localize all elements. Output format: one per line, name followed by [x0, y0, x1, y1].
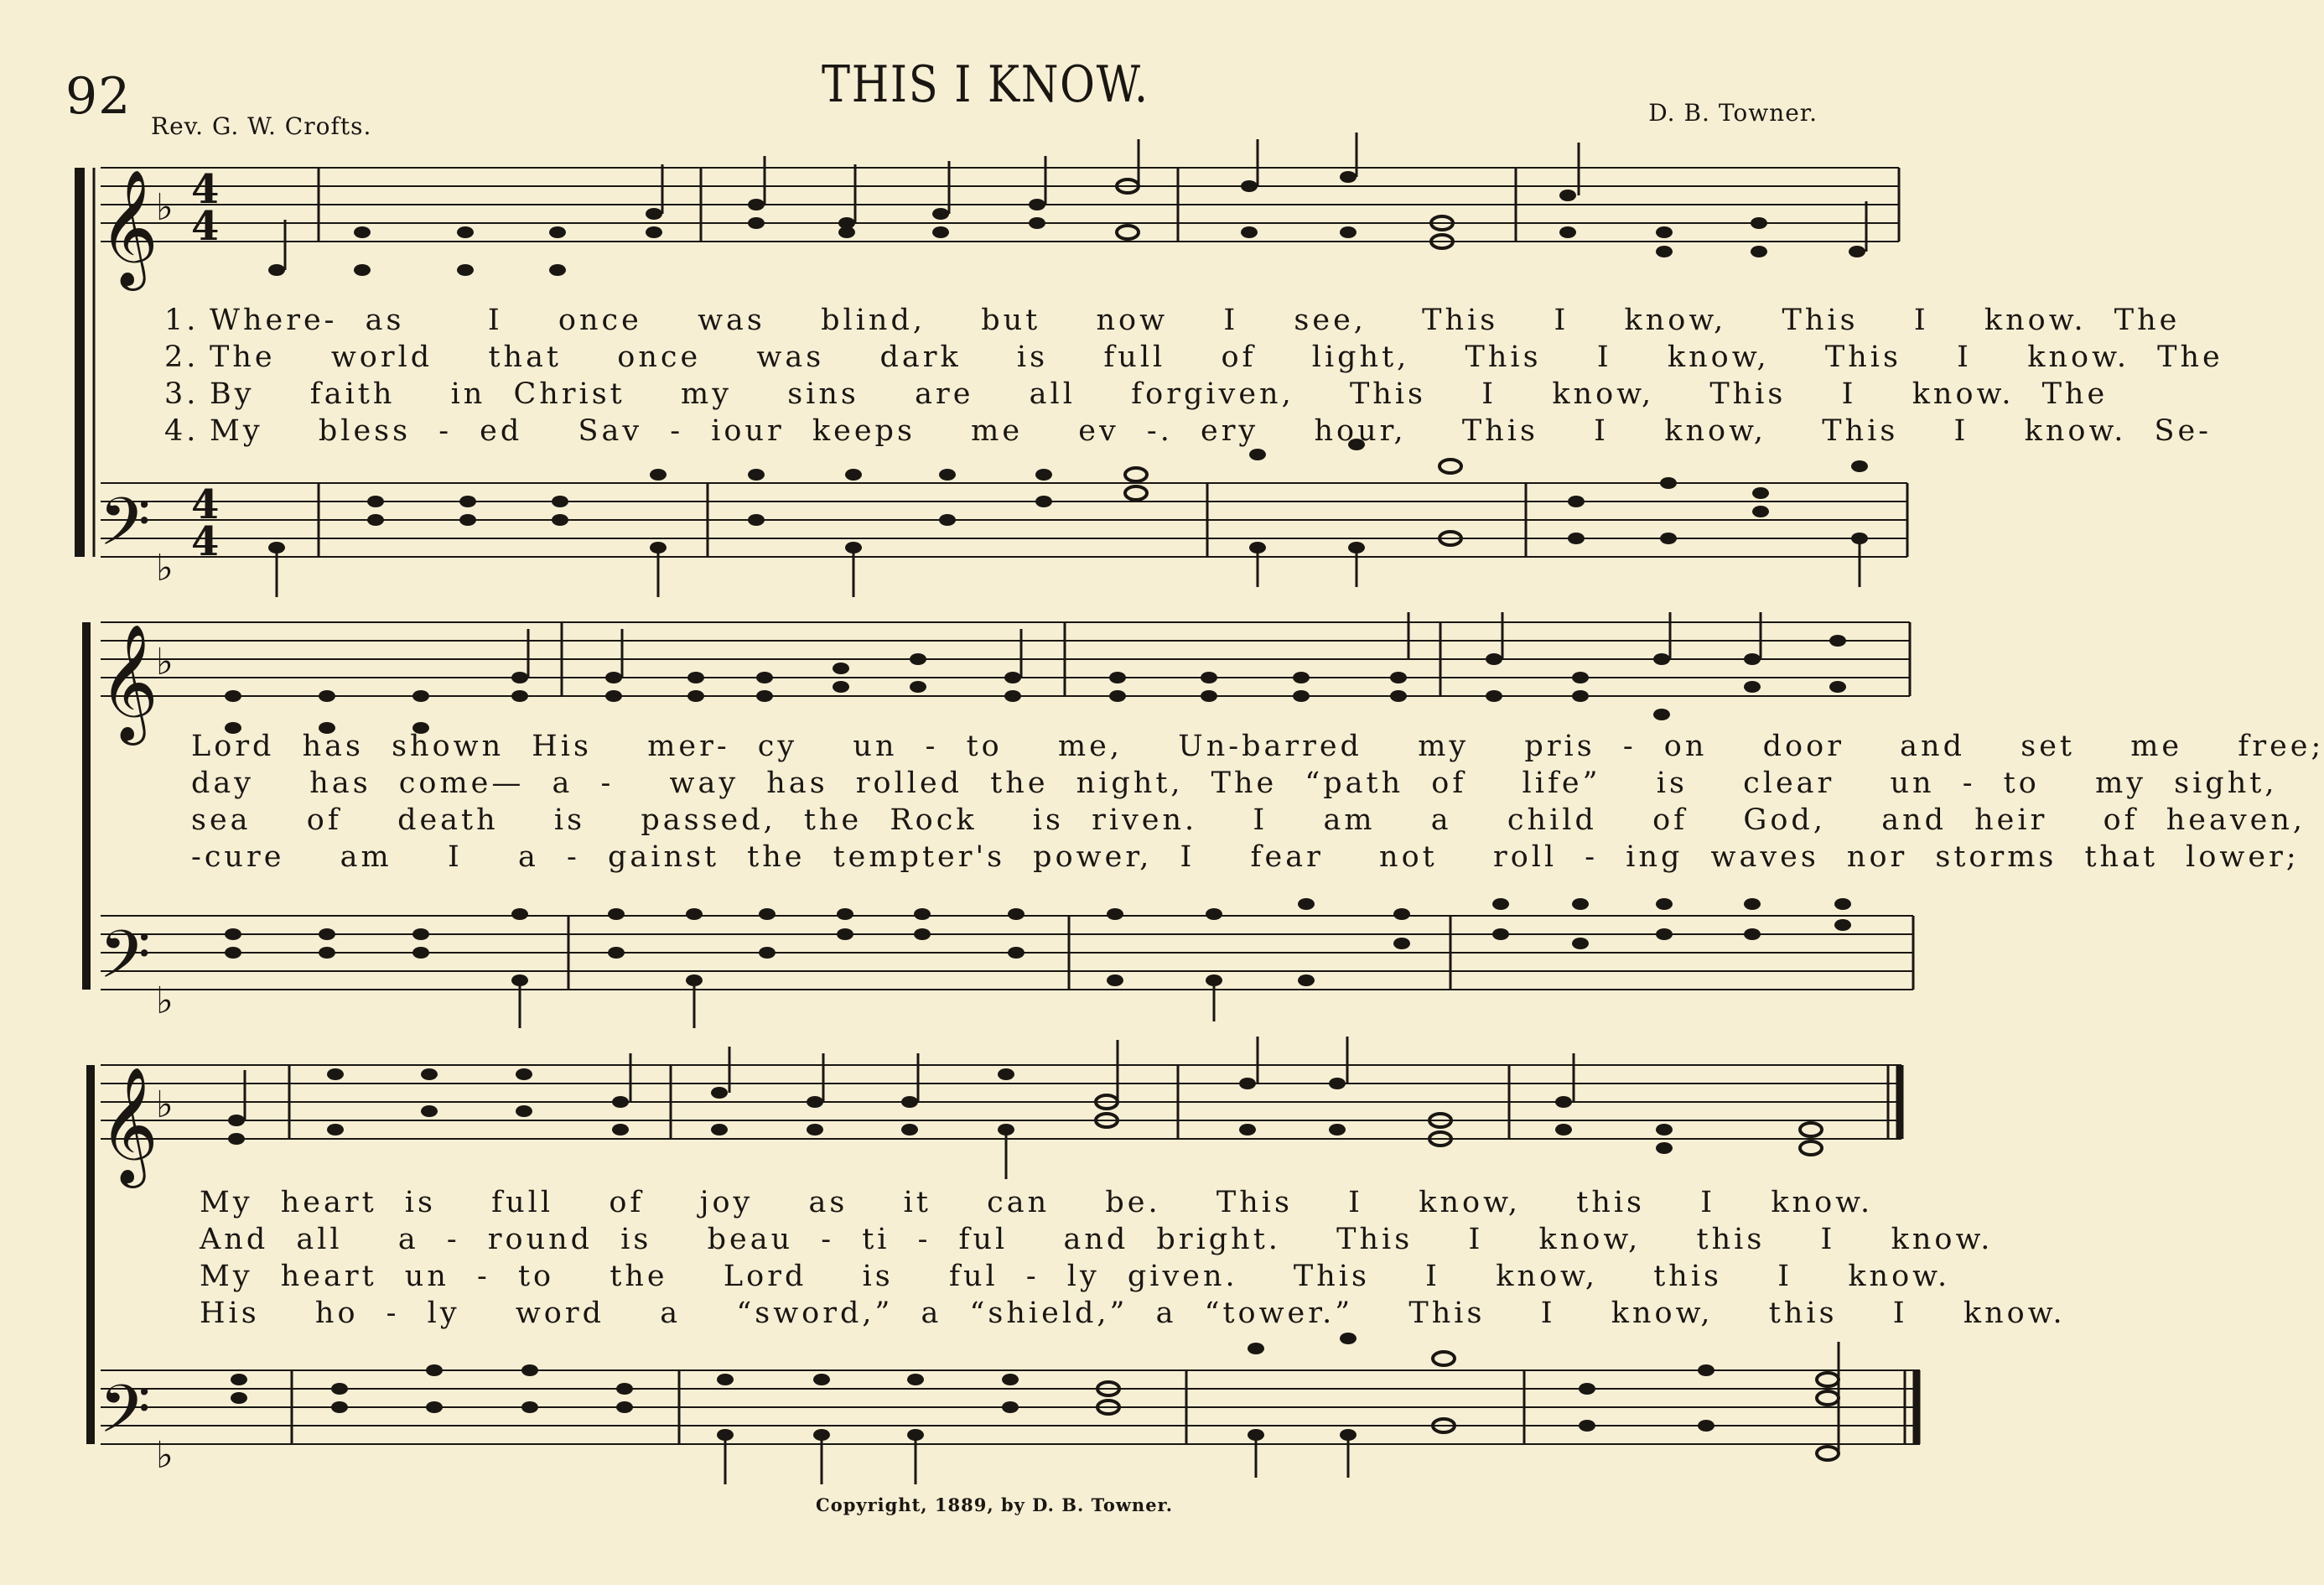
verse-number: 2. [164, 340, 200, 374]
time-sig-bottom: 4 [191, 518, 220, 565]
verse-number: 1. [164, 304, 200, 337]
hymn-title: THIS I KNOW. [822, 55, 1149, 114]
time-sig-bottom: 4 [191, 203, 220, 250]
lyric-text: By faith in Christ my sins are all forgiven, This I know, This I know. The [210, 377, 2109, 411]
lyric-line-verse-2 [164, 339, 2223, 376]
lyric-line-verse-1 [164, 302, 2223, 339]
lyric-line-verse-3: My heart un - to the Lord is ful - ly given. This I know, this I know. [200, 1260, 1951, 1293]
lyrics-system-2 [191, 728, 2324, 876]
bass-clef-icon: 𝄢 [99, 916, 151, 1010]
flat-icon: ♭ [156, 1084, 174, 1126]
lyric-line-verse-1: My heart is full of joy as it can be. This I know, this I know. [200, 1186, 1874, 1219]
lyric-line-verse-4: -cure am I a - gainst the tempter's power, I fear not roll - ing waves nor storms that lower; [191, 840, 2300, 874]
composer-credit: D. B. Towner. [1648, 99, 1818, 127]
lyric-line-verse-1: Lord has shown His mer- cy un - to me, Un-barred my pris - on door and set me free; [191, 730, 2324, 763]
lyrics-system-3 [200, 1184, 2066, 1332]
verse-number: 4. [164, 414, 200, 448]
flat-icon: ♭ [156, 186, 174, 229]
lyric-line-verse-4 [164, 413, 2223, 450]
lyric-line-verse-2: day has come— a - way has rolled the night, The “path of life” is clear un - to my sight, [191, 767, 2278, 800]
treble-staff-1 [101, 168, 1899, 242]
page-number: 92 [65, 67, 132, 126]
lyric-line-verse-4: His ho - ly word a “sword,” a “shield,” a “tower.” This I know, this I know. [200, 1297, 2066, 1330]
time-sig-top: 4 [191, 481, 220, 528]
bass-staff-2 [101, 916, 1913, 990]
treble-clef-icon: 𝄞 [99, 624, 158, 741]
lyricist-credit: Rev. G. W. Crofts. [151, 112, 372, 140]
time-sig-top: 4 [191, 166, 220, 213]
copyright-notice: Copyright, 1889, by D. B. Towner. [815, 1494, 1174, 1515]
treble-staff-2 [101, 622, 1910, 696]
flat-icon: ♭ [156, 1434, 174, 1477]
lyric-line-verse-3: sea of death is passed, the Rock is riven. I am a child of God, and heir of heaven, [191, 803, 2306, 837]
lyric-text: Where- as I once was blind, but now I see, This I know, This I know. The [210, 304, 2181, 337]
lyric-text: The world that once was dark is full of light, This I know, This I know. The [210, 340, 2223, 374]
treble-clef-icon: 𝄞 [99, 169, 158, 286]
bass-clef-icon: 𝄢 [99, 1370, 151, 1464]
lyric-text: My bless - ed Sav - iour keeps me ev -. ery hour, This I know, This I know. Se- [210, 414, 2212, 448]
verse-number: 3. [164, 377, 200, 411]
lyric-line-verse-3 [164, 376, 2223, 413]
lyrics-system-1 [164, 302, 2223, 450]
lyric-line-verse-2: And all a - round is beau - ti - ful and bright. This I know, this I know. [200, 1223, 1994, 1256]
flat-icon: ♭ [156, 641, 174, 683]
flat-icon: ♭ [156, 980, 174, 1022]
flat-icon: ♭ [156, 547, 174, 590]
treble-clef-icon: 𝄞 [99, 1067, 158, 1183]
bass-clef-icon: 𝄢 [99, 483, 151, 577]
